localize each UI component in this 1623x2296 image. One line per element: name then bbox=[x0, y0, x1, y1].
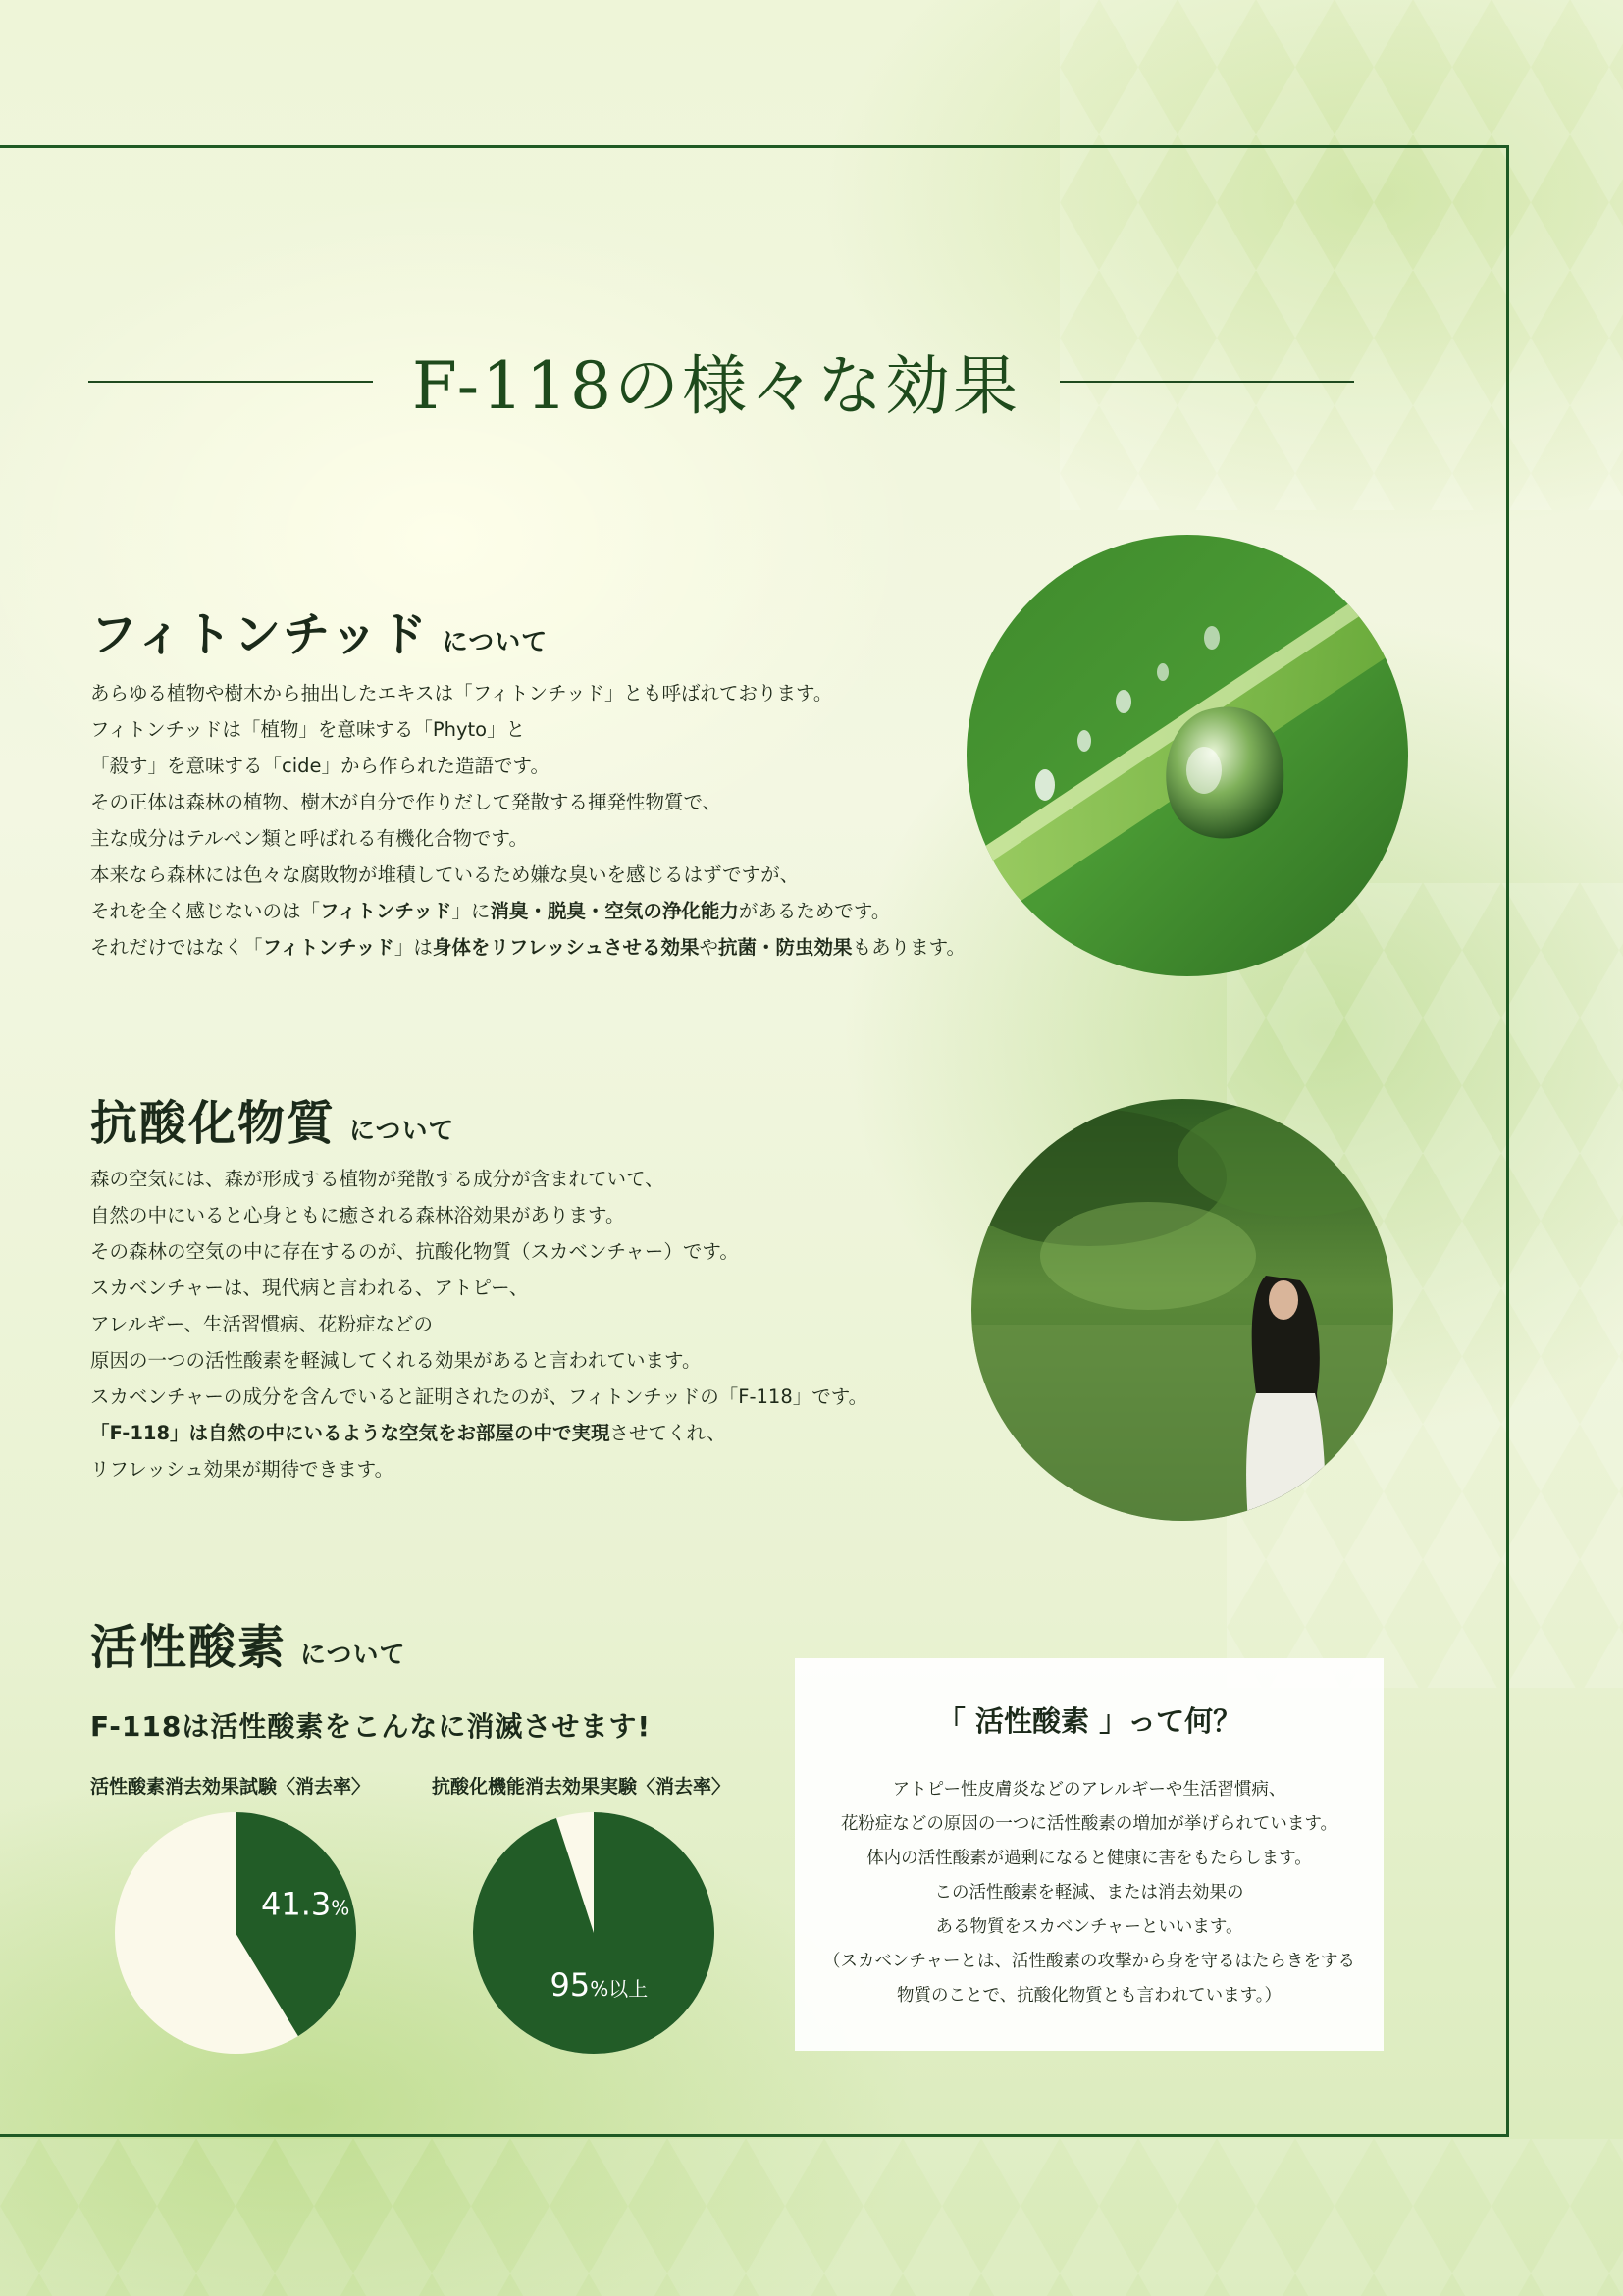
line-text: 」に bbox=[451, 900, 491, 922]
heading-sub: について bbox=[442, 628, 549, 657]
line-text: 」は bbox=[393, 936, 433, 959]
antioxidant-paragraph bbox=[90, 1161, 867, 1487]
heading-text: 抗酸化物質 bbox=[90, 1096, 337, 1151]
paragraph-line bbox=[90, 1342, 867, 1379]
line-text: その正体は森林の植物、樹木が自分で作りだして発散する揮発性物質で、 bbox=[90, 791, 722, 813]
pie-slice-value bbox=[473, 1812, 714, 2054]
info-box-line: 物質のことで、抗酸化物質とも言われています。） bbox=[897, 1986, 1282, 2006]
emphasis-text: 自然の中にいるような空気をお部屋の中で実現 bbox=[208, 1422, 610, 1444]
emphasis-text: 消臭・脱臭・空気の浄化能力 bbox=[490, 900, 739, 922]
heading-text: 活性酸素 bbox=[90, 1620, 288, 1675]
line-text: スカベンチャーの成分を含んでいると証明されたのが、フィトンチッドの「F-118」です。 bbox=[90, 1385, 868, 1408]
forest-woman-photo bbox=[971, 1099, 1393, 1521]
paragraph-line bbox=[90, 1161, 867, 1197]
line-text: リフレッシュ効果が期待できます。 bbox=[90, 1458, 394, 1481]
emphasis-text: 身体をリフレッシュさせる効果 bbox=[432, 936, 700, 959]
section-heading-active-oxygen bbox=[90, 1609, 406, 1677]
page-title: F-118の様々な効果 bbox=[411, 348, 1021, 424]
line-text: その森林の空気の中に存在するのが、抗酸化物質（スカベンチャー）です。 bbox=[90, 1240, 739, 1263]
line-text: 自然の中にいると心身ともに癒される森林浴効果があります。 bbox=[90, 1204, 625, 1226]
info-box-line: 体内の活性酸素が過剰になると健康に害をもたらします。 bbox=[866, 1849, 1312, 1868]
line-text: それだけではなく「 bbox=[90, 936, 263, 959]
line-text: 主な成分はテルペン類と呼ばれる有機化合物です。 bbox=[90, 827, 528, 850]
paragraph-line bbox=[90, 711, 966, 748]
paragraph-line bbox=[90, 784, 966, 820]
pie-value-unit: %以上 bbox=[590, 1977, 649, 2002]
info-box-title: 「 活性酸素 」って何？ bbox=[936, 1704, 1242, 1738]
line-text: あらゆる植物や樹木から抽出したエキスは「フィトンチッド」とも呼ばれております。 bbox=[90, 682, 833, 704]
emphasis-text: フィトンチッド bbox=[320, 900, 452, 922]
water-drop-photo bbox=[967, 535, 1408, 976]
chart-2-title: 抗酸化機能消去効果実験〈消去率〉 bbox=[432, 1776, 731, 1798]
line-text: させてくれ、 bbox=[609, 1422, 726, 1444]
emphasis-text: フィトンチッド bbox=[262, 936, 394, 959]
pie-chart-elimination bbox=[113, 1810, 358, 2056]
section-heading-antioxidant bbox=[90, 1085, 455, 1153]
heading-text: フィトンチッド bbox=[90, 607, 429, 662]
paragraph-line bbox=[90, 929, 966, 965]
emphasis-text: 抗菌・防虫効果 bbox=[718, 936, 853, 959]
line-text: 「殺す」を意味する「cide」から作られた造語です。 bbox=[90, 755, 550, 777]
pie-value-unit: % bbox=[331, 1896, 350, 1920]
heading-sub: について bbox=[349, 1117, 455, 1146]
chart-1-title: 活性酸素消去効果試験〈消去率〉 bbox=[90, 1776, 371, 1798]
paragraph-line bbox=[90, 1379, 867, 1415]
info-box bbox=[795, 1658, 1384, 2051]
paragraph-line bbox=[90, 675, 966, 711]
pie-value-number: 41.3 bbox=[261, 1885, 332, 1923]
info-box-line: この活性酸素を軽減、または消去効果の bbox=[934, 1883, 1244, 1903]
line-text: があるためです。 bbox=[738, 900, 891, 922]
title-rule-right bbox=[1060, 381, 1354, 383]
paragraph-line bbox=[90, 857, 966, 893]
info-box-line: 花粉症などの原因の一つに活性酸素の増加が挙げられています。 bbox=[840, 1814, 1338, 1834]
pie-value-number: 95 bbox=[550, 1966, 591, 2005]
section-heading-phytoncide bbox=[90, 597, 548, 664]
line-text: もあります。 bbox=[852, 936, 967, 959]
paragraph-line bbox=[90, 1197, 867, 1233]
info-box-line: （スカベンチャーとは、活性酸素の攻撃から身を守るはたらきをする bbox=[823, 1952, 1355, 1971]
line-text: 森の空気には、森が形成する植物が発散する成分が含まれていて、 bbox=[90, 1168, 664, 1190]
paragraph-line bbox=[90, 1270, 867, 1306]
line-text: アレルギー、生活習慣病、花粉症などの bbox=[90, 1313, 433, 1335]
line-text: それを全く感じないのは「 bbox=[90, 900, 321, 922]
paragraph-line bbox=[90, 748, 966, 784]
paragraph-line bbox=[90, 893, 966, 929]
paragraph-line bbox=[90, 820, 966, 857]
emphasis-text: 「F-118」は bbox=[90, 1422, 209, 1444]
line-text: 本来なら森林には色々な腐敗物が堆積しているため嫌な臭いを感じるはずですが、 bbox=[90, 863, 800, 886]
triangle-pattern-bottom bbox=[0, 2139, 1623, 2296]
info-box-line: アトピー性皮膚炎などのアレルギーや生活習慣病、 bbox=[892, 1780, 1286, 1800]
paragraph-line bbox=[90, 1415, 867, 1451]
heading-sub: について bbox=[300, 1641, 406, 1670]
line-text: 原因の一つの活性酸素を軽減してくれる効果があると言われています。 bbox=[90, 1349, 702, 1372]
line-text: スカベンチャーは、現代病と言われる、アトピー、 bbox=[90, 1277, 529, 1299]
line-text: や bbox=[699, 936, 719, 959]
phytoncide-paragraph bbox=[90, 675, 966, 965]
line-text: フィトンチッドは「植物」を意味する「Phyto」と bbox=[90, 718, 526, 741]
paragraph-line bbox=[90, 1233, 867, 1270]
chart-heading: F-118は活性酸素をこんなに消滅させます! bbox=[90, 1710, 652, 1743]
main-title-block bbox=[0, 334, 1509, 432]
paragraph-line bbox=[90, 1306, 867, 1342]
paragraph-line bbox=[90, 1451, 867, 1487]
info-box-line: ある物質をスカベンチャーといいます。 bbox=[935, 1917, 1243, 1937]
pie-chart-antioxidant bbox=[471, 1810, 716, 2056]
